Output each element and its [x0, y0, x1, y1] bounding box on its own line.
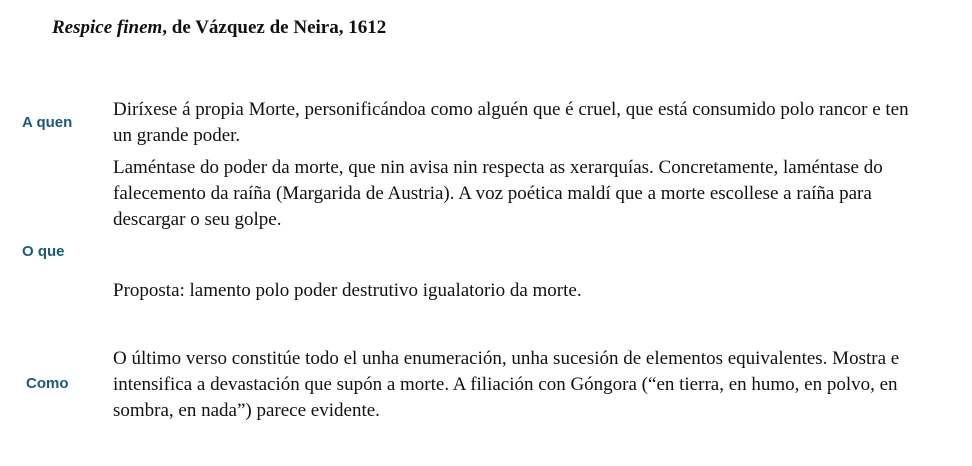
title-work-name: Respice finem: [52, 17, 163, 38]
paragraph-o-que-1: Laméntase do poder da morte, que nin avisa nin respecta as xerarquías. Concretamente, laméntase do falecemento da raíña (Margarida de Austria). A voz poética maldí que a morte escollese a raíña para descargar o seu golpe.: [113, 157, 883, 230]
label-a-quen: A quen: [22, 114, 73, 131]
label-como: Como: [26, 375, 69, 392]
paragraph-como: O último verso constitúe todo el unha enumeración, unha sucesión de elementos equivalentes. Mostra e intensifica a devastación que supón a morte. A filiación con Góngora (“en tierra, en humo, en polvo, en sombra, en nada”) parece evidente.: [113, 348, 900, 421]
title-author-year: , de Vázquez de Neira, 1612: [162, 17, 387, 38]
paragraph-a-quen: Diríxese á propia Morte, personificándoa como alguén que é cruel, que está consumido polo rancor e ten un grande poder.: [113, 99, 909, 146]
document-title: [52, 17, 386, 39]
paragraph-o-que-2: Proposta: lamento polo poder destrutivo igualatorio da morte.: [113, 280, 582, 301]
label-o-que: O que: [22, 243, 65, 260]
